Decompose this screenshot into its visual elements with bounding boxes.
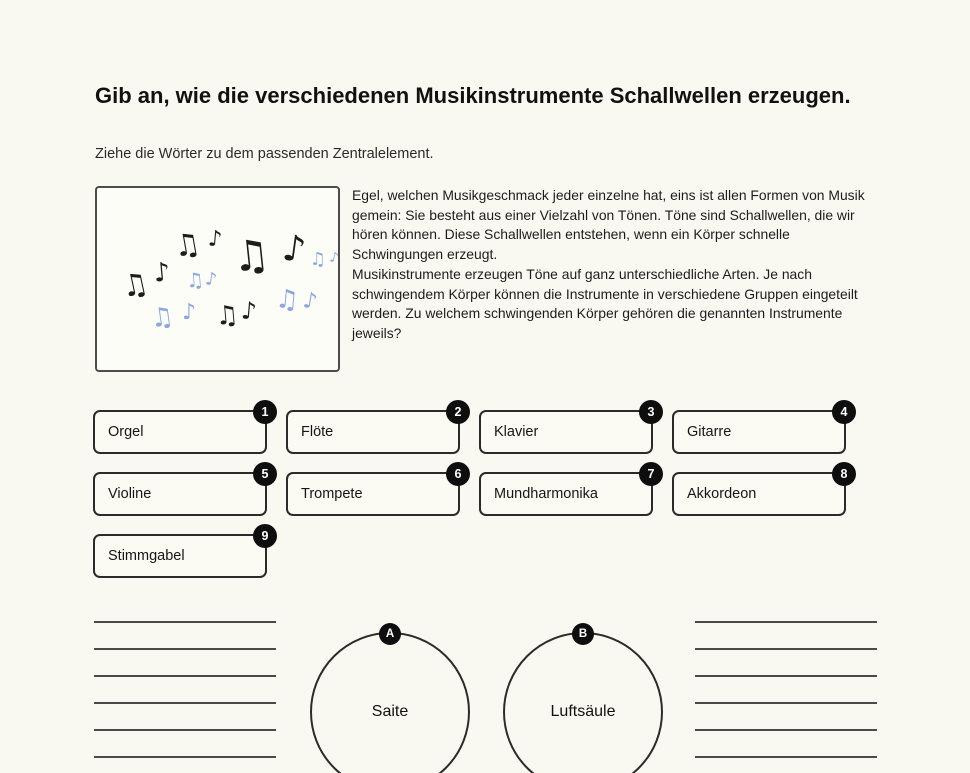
answer-line (695, 756, 877, 758)
word-card-label: Trompete (301, 486, 363, 502)
card-number-badge: 8 (832, 462, 856, 486)
card-number-badge: 3 (639, 400, 663, 424)
page-title: Gib an, wie die verschiedenen Musikinstrumente Schallwellen erzeugen. (95, 83, 851, 108)
answer-line (695, 621, 877, 623)
answer-line (695, 729, 877, 731)
drop-target-luftsaeule[interactable] (503, 628, 663, 773)
answer-line (695, 702, 877, 704)
word-card-stimmgabel[interactable] (93, 529, 269, 578)
music-note-icon: ♫ (148, 301, 176, 335)
target-label: Saite (371, 703, 409, 720)
target-letter-badge: A (379, 623, 401, 645)
word-card-label: Violine (108, 486, 152, 502)
music-note-icon: ♫ (274, 284, 300, 316)
card-number-badge: 7 (639, 462, 663, 486)
answer-line (94, 621, 276, 623)
music-note-icon: ♪ (181, 300, 197, 325)
card-number-badge: 9 (253, 524, 277, 548)
answer-line (695, 648, 877, 650)
word-card-label: Gitarre (687, 424, 732, 440)
word-card-trompete[interactable] (286, 467, 462, 516)
answer-line (94, 756, 276, 758)
music-note-icon: ♪ (240, 296, 258, 326)
answer-line (94, 648, 276, 650)
word-card-violine[interactable] (93, 467, 269, 516)
word-card-mundharmonika[interactable] (479, 467, 655, 516)
word-card-klavier[interactable] (479, 405, 655, 454)
word-card-label: Orgel (108, 424, 144, 440)
intro-paragraph-1: Egel, welchen Musikgeschmack jeder einzelne hat, eins ist allen Formen von Musik gemein: Sie besteht aus einer Vielzahl von Tönen. Töne sind Schallwellen, die wir hören können. Diese Schallwellen entstehen, wenn ein Körper schnelle Schwingungen erzeugt. (352, 187, 865, 263)
card-number-badge: 6 (446, 462, 470, 486)
answer-line (94, 702, 276, 704)
music-note-icon: ♫ (309, 249, 327, 270)
music-note-icon: ♫ (118, 265, 152, 306)
word-card-orgel[interactable] (93, 405, 269, 454)
music-note-icon: ♫ (170, 225, 204, 266)
word-card-floete[interactable] (286, 405, 462, 454)
card-number-badge: 2 (446, 400, 470, 424)
card-number-badge: 4 (832, 400, 856, 424)
word-card-akkordeon[interactable] (672, 467, 848, 516)
drop-target-saite[interactable] (310, 628, 470, 773)
word-card-label: Mundharmonika (494, 486, 598, 502)
word-card-label: Flöte (301, 424, 334, 440)
target-letter-badge: B (572, 623, 594, 645)
word-card-label: Klavier (494, 424, 539, 440)
music-note-icon: ♫ (214, 300, 240, 332)
card-number-badge: 5 (253, 462, 277, 486)
music-note-icon: ♪ (279, 227, 309, 272)
word-card-label: Stimmgabel (108, 548, 185, 564)
word-card-gitarre[interactable] (672, 405, 848, 454)
intro-text (352, 186, 875, 344)
music-note-icon: ♫ (185, 267, 205, 293)
intro-paragraph-2: Musikinstrumente erzeugen Töne auf ganz unterschiedliche Arten. Je nach schwingendem Körper können die Instrumente in verschiedene Gruppen eingeteilt werden. Zu welchem schwingenden Körper gehören die genannten Instrumente jeweils? (352, 265, 858, 342)
instruction-text: Ziehe die Wörter zu dem passenden Zentralelement. (95, 146, 434, 162)
word-card-label: Akkordeon (687, 486, 757, 502)
music-note-icon: ♪ (203, 268, 219, 291)
music-note-icon: ♫ (229, 229, 273, 282)
target-label: Luftsäule (550, 703, 616, 720)
music-note-icon: ♪ (206, 226, 224, 253)
answer-lines-right (695, 621, 877, 773)
word-card-list (93, 405, 848, 578)
music-note-icon: ♪ (152, 257, 172, 289)
answer-lines-left (94, 621, 276, 773)
answer-line (94, 675, 276, 677)
card-number-badge: 1 (253, 400, 277, 424)
music-notes-image (95, 186, 340, 372)
music-note-icon: ♪ (328, 249, 340, 267)
answer-line (695, 675, 877, 677)
music-note-icon: ♪ (300, 287, 320, 316)
answer-line (94, 729, 276, 731)
